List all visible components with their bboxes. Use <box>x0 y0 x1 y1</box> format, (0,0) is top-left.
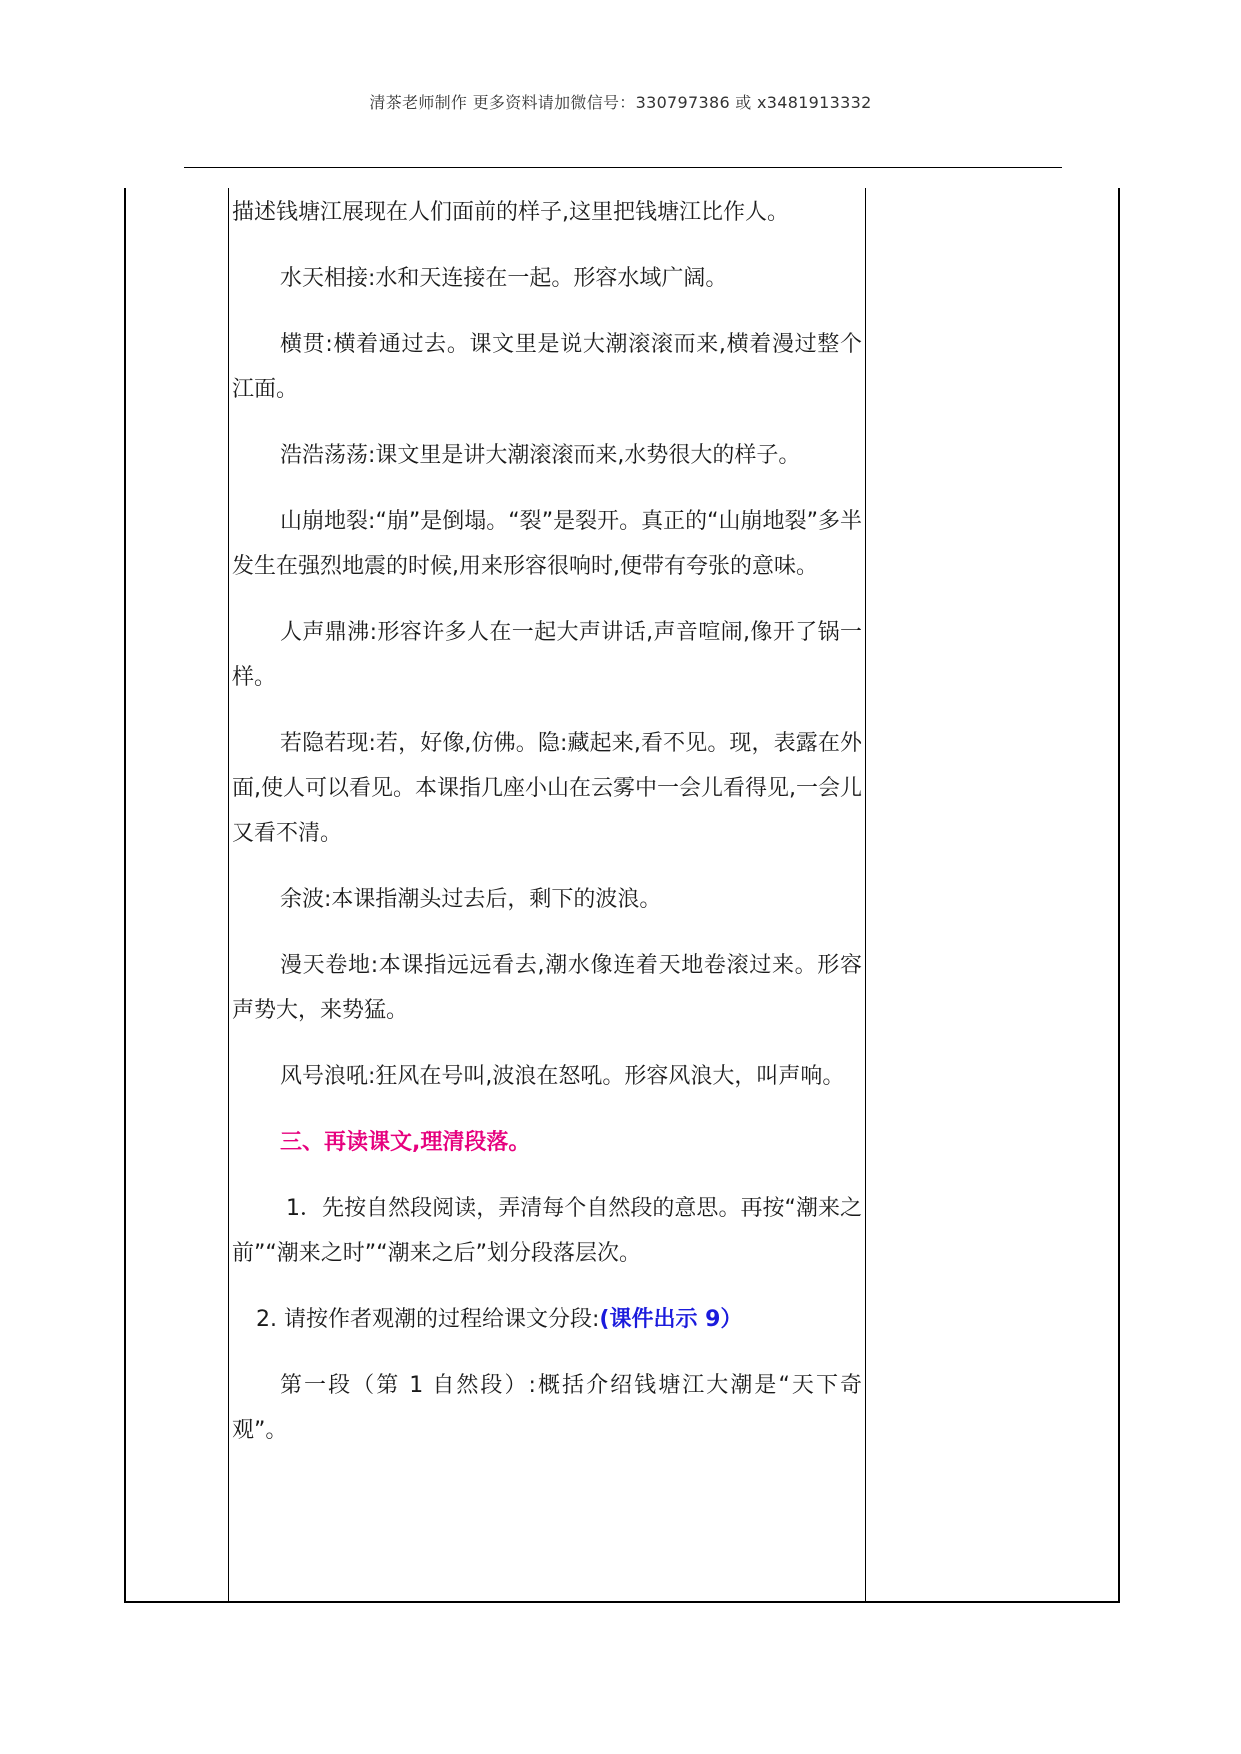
text-paragraph: 风号浪吼:狂风在号叫,波浪在怒吼。形容风浪大，叫声响。 <box>280 1064 845 1089</box>
page-header: 清茶老师制作 更多资料请加微信号：330797386 或 x3481913332 <box>369 93 872 112</box>
text-paragraph: 水天相接:水和天连接在一起。形容水域广阔。 <box>280 266 728 291</box>
table-border-divider-2 <box>865 188 866 1602</box>
text-paragraph: 漫天卷地:本课指远远看去,潮水像连着天地卷滚过来。形容声势大，来势猛。 <box>232 953 862 1023</box>
text-paragraph: 第一段（第 1 自然段）:概括介绍钱塘江大潮是“天下奇观”。 <box>232 1373 862 1443</box>
text-paragraph: 余波:本课指潮头过去后，剩下的波浪。 <box>280 887 662 912</box>
text-paragraph: 山崩地裂:“崩”是倒塌。“裂”是裂开。真正的“山崩地裂”多半发生在强烈地震的时候,用来形容很响时,便带有夸张的意味。 <box>232 509 862 579</box>
table-border-right <box>1118 188 1120 1602</box>
text-paragraph: 横贯:横着通过去。课文里是说大潮滚滚而来,横着漫过整个江面。 <box>232 332 862 402</box>
table-border-divider-1 <box>228 188 229 1602</box>
lesson-content <box>232 190 862 1474</box>
text-paragraph: 浩浩荡荡:课文里是讲大潮滚滚而来,水势很大的样子。 <box>280 443 801 468</box>
step-2-paragraph <box>232 1297 862 1342</box>
header-rule <box>184 167 1062 168</box>
text-paragraph: 人声鼎沸:形容许多人在一起大声讲话,声音喧闹,像开了锅一样。 <box>232 620 862 690</box>
text-paragraph: 描述钱塘江展现在人们面前的样子,这里把钱塘江比作人。 <box>232 200 789 225</box>
step-2-text: 2. 请按作者观潮的过程给课文分段: <box>256 1307 600 1332</box>
table-border-bottom <box>124 1601 1120 1603</box>
section-heading: 三、再读课文,理清段落。 <box>280 1130 531 1155</box>
table-border-left <box>124 188 126 1602</box>
courseware-highlight: (课件出示 9） <box>599 1307 743 1332</box>
step-1-paragraph: 1．先按自然段阅读，弄清每个自然段的意思。再按“潮来之前”“潮来之时”“潮来之后”划分段落层次。 <box>232 1196 862 1266</box>
text-paragraph: 若隐若现:若，好像,仿佛。隐:藏起来,看不见。现，表露在外面,使人可以看见。本课指几座小山在云雾中一会儿看得见,一会儿又看不清。 <box>232 731 862 846</box>
